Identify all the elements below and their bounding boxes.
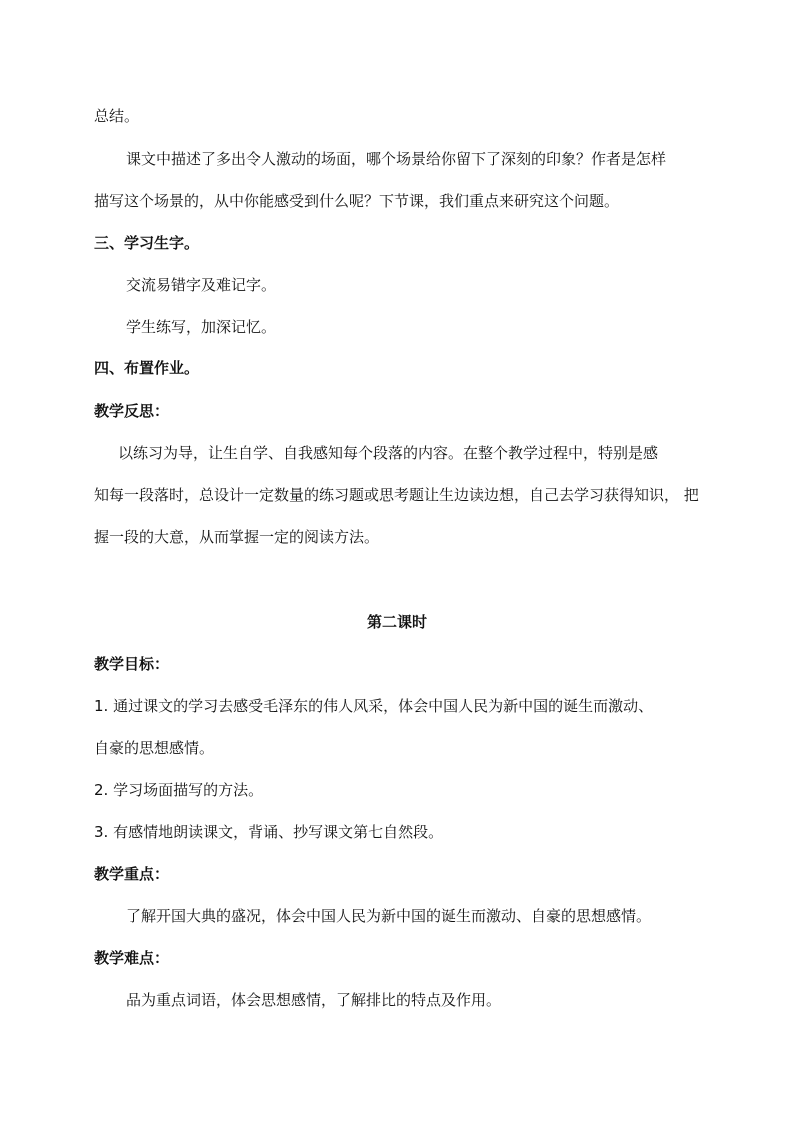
objective-1-line-1: 1. 通过课文的学习去感受毛泽东的伟人风采，体会中国人民为新中国的诞生而激动、 (94, 697, 654, 715)
objectives-heading: 教学目标： (94, 655, 170, 673)
difficulties-heading: 教学难点： (94, 949, 170, 967)
lesson-2-title: 第二课时 (366, 613, 427, 631)
reflection-line-2: 知每一段落时，总设计一定数量的练习题或思考题让生边读边想，自己去学习获得知识， 把 (94, 486, 699, 504)
difficulties-text: 品为重点词语，体会思想感情，了解排比的特点及作用。 (126, 991, 502, 1009)
reflection-line-3: 握一段的大意，从而掌握一定的阅读方法。 (94, 528, 380, 546)
reflection-line-1: 以练习为导，让生自学、自我感知每个段落的内容。在整个教学过程中，特别是感 (118, 444, 659, 462)
summary-paragraph-line-1: 课文中描述了多出令人激动的场面，哪个场景给你留下了深刻的印象？作者是怎样 (126, 150, 667, 168)
summary-end-text: 总结。 (94, 107, 140, 125)
summary-paragraph-line-2: 描写这个场景的，从中你能感受到什么呢？下节课，我们重点来研究这个问题。 (94, 192, 620, 210)
section-3-heading: 三、学习生字。 (94, 234, 200, 252)
objective-3: 3. 有感情地朗读课文，背诵、抄写课文第七自然段。 (94, 823, 444, 841)
key-points-heading: 教学重点： (94, 865, 170, 883)
section-3-item-1: 交流易错字及难记字。 (126, 276, 277, 294)
section-4-heading: 四、布置作业。 (94, 359, 200, 377)
key-points-text: 了解开国大典的盛况，体会中国人民为新中国的诞生而激动、自豪的思想感情。 (126, 907, 652, 925)
objective-2: 2. 学习场面描写的方法。 (94, 781, 264, 799)
section-3-item-2: 学生练写，加深记忆。 (126, 318, 277, 336)
reflection-heading: 教学反思： (94, 402, 170, 420)
objective-1-line-2: 自豪的思想感情。 (94, 739, 215, 757)
